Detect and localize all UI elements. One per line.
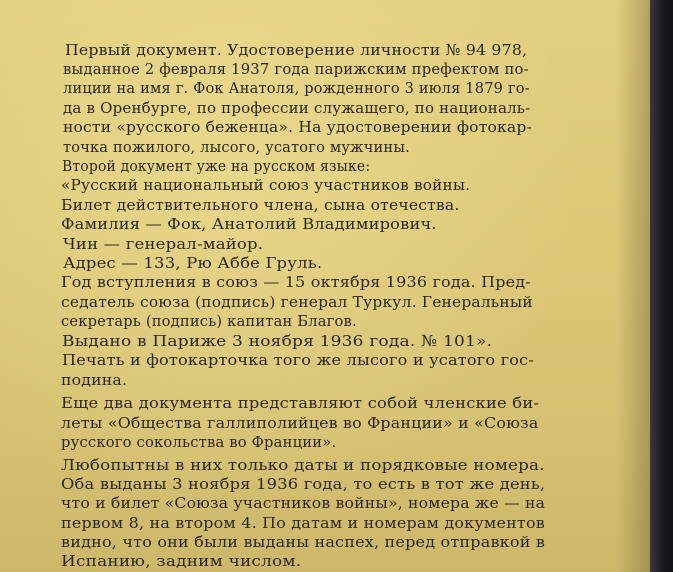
text-line: что и билет «Союза участников войны», номера же — на bbox=[61, 494, 546, 512]
text-line: да в Оренбурге, по профессии служащего, по националь- bbox=[63, 99, 531, 117]
text-line: видно, что они были выданы наспех, перед отправкой в bbox=[61, 533, 546, 551]
text-line: Первый документ. Удостоверение личности № 94 978, bbox=[65, 41, 528, 59]
text-line: седатель союза (подпись) генерал Туркул. Генеральный bbox=[61, 293, 533, 311]
text-line: Испанию, задним числом. bbox=[61, 552, 302, 570]
text-line: Год вступления в союз — 15 октября 1936 года. Пред- bbox=[61, 273, 531, 291]
text-line: точка пожилого, лысого, усатого мужчины. bbox=[63, 138, 410, 156]
text-line: Еще два документа представляют собой членские би- bbox=[61, 394, 540, 412]
text-line: первом 8, на втором 4. По датам и номерам документов bbox=[61, 514, 545, 532]
text-line: выданное 2 февраля 1937 года парижским префектом по- bbox=[63, 60, 529, 78]
text-line: леты «Общества галлиполийцев во Франции» и «Союза bbox=[61, 414, 539, 432]
text-line: русского сокольства во Франции». bbox=[61, 433, 337, 451]
text-line: Выдано в Париже 3 ноября 1936 года. № 101». bbox=[62, 332, 493, 350]
text-line: Печать и фотокарточка того же лысого и усатого гос- bbox=[62, 351, 535, 369]
text-line: Чин — генерал-майор. bbox=[63, 235, 264, 253]
text-line: секретарь (подпись) капитан Благов. bbox=[61, 312, 357, 330]
text-line: Адрес — 133, Рю Аббе Груль. bbox=[63, 254, 323, 272]
text-line: лиции на имя г. Фок Анатоля, рожденного 3 июля 1879 го- bbox=[63, 79, 530, 97]
text-line: Оба выданы 3 ноября 1936 года, то есть в тот же день, bbox=[61, 475, 546, 493]
text-line: Билет действительного члена, сына отечества. bbox=[61, 196, 460, 214]
book-spine-shadow bbox=[650, 0, 673, 572]
text-line: ности «русского беженца». На удостоверении фотокар- bbox=[63, 118, 532, 136]
text-line: «Русский национальный союз участников войны. bbox=[61, 176, 471, 194]
text-line: Любопытны в них только даты и порядковые номера. bbox=[61, 456, 545, 474]
text-line: Второй документ уже на русском языке: bbox=[62, 157, 371, 175]
text-line: Фамилия — Фок, Анатолий Владимирович. bbox=[61, 215, 437, 233]
text-line: подина. bbox=[61, 371, 128, 389]
